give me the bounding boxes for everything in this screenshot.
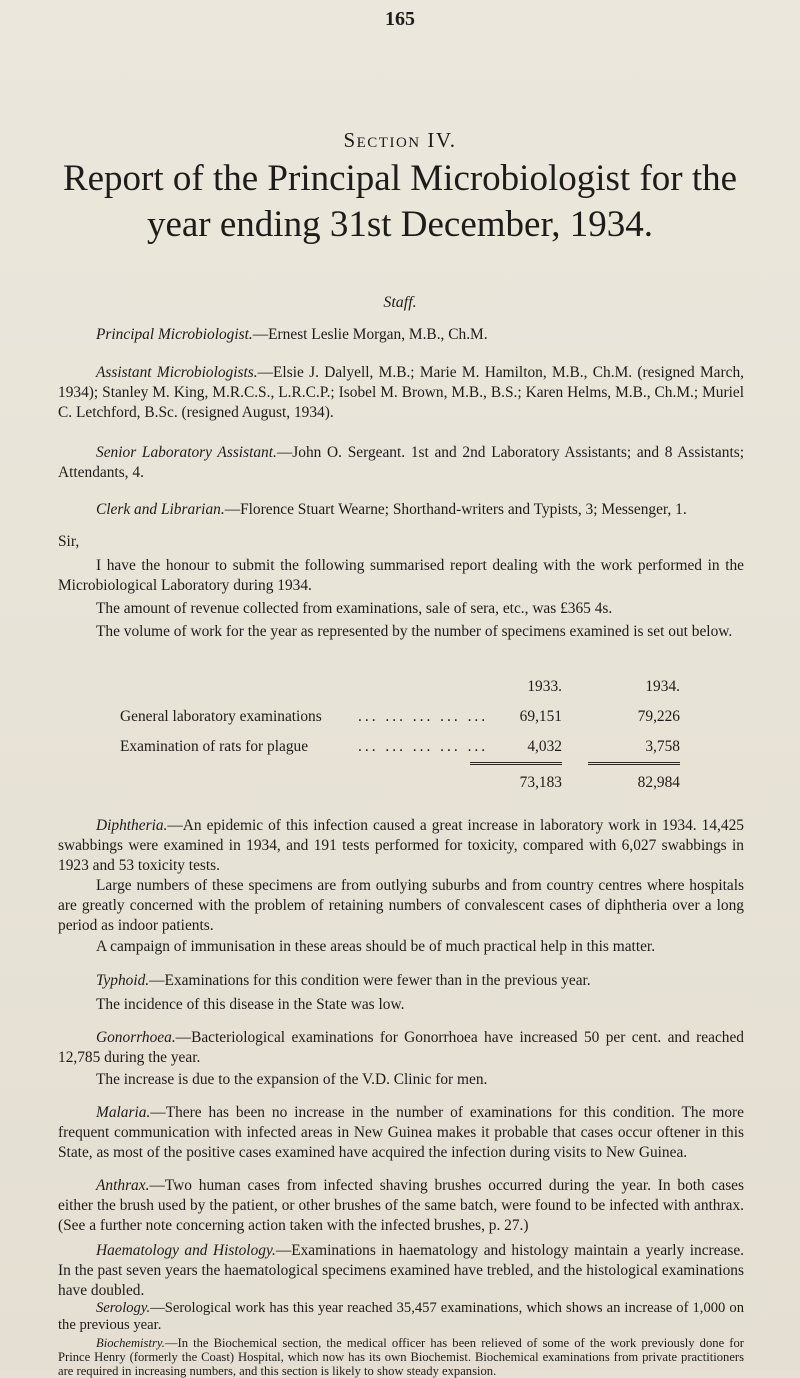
staff-role: Principal Microbiologist. (96, 326, 253, 343)
page-number: 165 (385, 8, 415, 30)
paragraph-lead: Diphtheria. (96, 817, 168, 834)
staff-names: —John O. Sergeant. 1st and 2nd Laboratory Assistants; and 8 Assistants; Attendants, 4. (58, 444, 744, 481)
value-1933: 4,032 (527, 738, 562, 755)
value-1934: 79,226 (637, 708, 680, 725)
column-header-1933: 1933. (527, 678, 562, 695)
total-1934: 82,984 (637, 774, 680, 791)
column-header-1934: 1934. (645, 678, 680, 695)
paragraph-lead: Gonorrhoea. (96, 1029, 176, 1046)
haematology-paragraph (58, 1241, 744, 1301)
paragraph-lead: Haematology and Histology. (96, 1242, 276, 1259)
report-title: Report of the Principal Microbiologist for the year ending 31st December, 1934. (62, 158, 738, 245)
total-1933: 73,183 (519, 774, 562, 791)
staff-clerk (58, 500, 744, 520)
table-total-row (120, 768, 680, 798)
paragraph-text: —Examinations in haematology and histology maintain a yearly increase. In the past seven years the haematological specimens examined have trebled, and the histological examinations have doubled. (58, 1242, 744, 1299)
row-label: Examination of rats for plague (120, 738, 309, 755)
total-rule-1933 (470, 762, 562, 763)
total-rule-1933-double (470, 764, 562, 765)
staff-assistants (58, 363, 744, 423)
paragraph-lead: Serology. (96, 1300, 151, 1316)
row-label: General laboratory examinations (120, 708, 322, 725)
table-row (120, 732, 680, 762)
paragraph-text: —There has been no increase in the number of examinations for this condition. The more frequent communication with infected areas in New Guinea makes it probable that cases occur oftener in this State, as most of the positive cases examined have acquired the infection during visits to New Guinea. (58, 1104, 744, 1161)
intro-paragraph: The amount of revenue collected from examinations, sale of sera, etc., was £365 4s. (96, 600, 613, 617)
staff-names: —Elsie J. Dalyell, M.B.; Marie M. Hamilton, M.B., Ch.M. (resigned March, 1934); Stanley M. King, M.R.C.S., L.R.C.P.; Isobel M. Brown, M.B., B.S.; Karen Helms, M.B., Ch.M.; Muriel C. Letchford, B.Sc. (resigned August, 1934). (58, 364, 744, 421)
paragraph-text: —In the Biochemical section, the medical officer has been relieved of some of the work previously done for Prince Henry (formerly the Coast) Hospital, which now has its own Biochemist. (58, 1336, 744, 1364)
intro-paragraph: The volume of work for the year as represented by the number of specimens examined is set out below. (96, 623, 733, 640)
salutation: Sir, (58, 533, 80, 550)
paragraph-text: —Examinations for this condition were fewer than in the previous year. (149, 972, 591, 989)
table-row (120, 702, 680, 732)
serology-paragraph-visible (58, 1300, 744, 1334)
section-heading: Section IV. (343, 128, 457, 152)
paragraph-lead: Anthrax. (96, 1177, 150, 1194)
malaria-paragraph (58, 1103, 744, 1163)
biochemistry-paragraph (58, 1336, 744, 1378)
body-paragraph: Large numbers of these specimens are from outlying suburbs and from country centres where hospitals are greatly concerned with the problem of retaining numbers of convalescent cases of diphtheria over a long period as indoor patients. (58, 877, 744, 934)
staff-role: Clerk and Librarian. (96, 501, 225, 518)
specimens-table (120, 672, 680, 798)
staff-names: —Ernest Leslie Morgan, M.B., Ch.M. (252, 326, 488, 343)
staff-principal (58, 325, 744, 345)
gonorrhoea-paragraph (58, 1028, 744, 1068)
staff-heading: Staff. (383, 294, 417, 311)
paragraph-text: —Serological work has this year reached 35,457 examinations, which shows an increase of 1,000 on the previous year. (58, 1300, 744, 1333)
paragraph-lead: Typhoid. (96, 972, 150, 989)
leader-dots: ... ... ... ... ... (358, 738, 489, 755)
staff-senior-lab (58, 443, 744, 483)
staff-role: Senior Laboratory Assistant. (96, 444, 277, 461)
paragraph-lead: Biochemistry. (96, 1336, 165, 1350)
body-paragraph: The incidence of this disease in the State was low. (96, 996, 405, 1013)
leader-dots: ... ... ... ... ... (358, 708, 489, 725)
intro-paragraph: I have the honour to submit the following summarised report dealing with the work performed in the Microbiological Laboratory during 1934. (58, 557, 744, 594)
paragraph-text: —Two human cases from infected shaving brushes occurred during the year. In both cases either the brush used by the patient, or other brushes of the same batch, were found to be infected with anthrax. (See a further note concerning action taken with the infected brushes, p. 27.) (58, 1177, 744, 1234)
typhoid-paragraph (58, 971, 744, 991)
staff-role: Assistant Microbiologists. (96, 364, 258, 381)
body-paragraph: A campaign of immunisation in these areas should be of much practical help in this matter. (96, 938, 656, 955)
paragraph-text: Biochemical examinations from private practitioners are required in increasing numbers, and this section is likely to show steady expansion. (58, 1350, 745, 1378)
total-rule-1934 (588, 762, 680, 763)
paragraph-text: —Bacteriological examinations for Gonorrhoea have increased 50 per cent. and reached 12,785 during the year. (58, 1029, 744, 1066)
paragraph-lead: Malaria. (96, 1104, 151, 1121)
staff-names: —Florence Stuart Wearne; Shorthand-writers and Typists, 3; Messenger, 1. (224, 501, 687, 518)
anthrax-paragraph (58, 1176, 744, 1236)
value-1933: 69,151 (519, 708, 562, 725)
total-rule-1934-double (588, 764, 680, 765)
body-paragraph: The increase is due to the expansion of the V.D. Clinic for men. (96, 1071, 488, 1088)
paragraph-text: —An epidemic of this infection caused a great increase in laboratory work in 1934. 14,425 swabbings were examined in 1934, and 191 tests performed for toxicity, compared with 6,027 swabbings in 1923 and 53 toxicity tests. (58, 817, 744, 874)
diphtheria-paragraph (58, 816, 744, 876)
table-header-row (120, 672, 680, 702)
value-1934: 3,758 (645, 738, 680, 755)
